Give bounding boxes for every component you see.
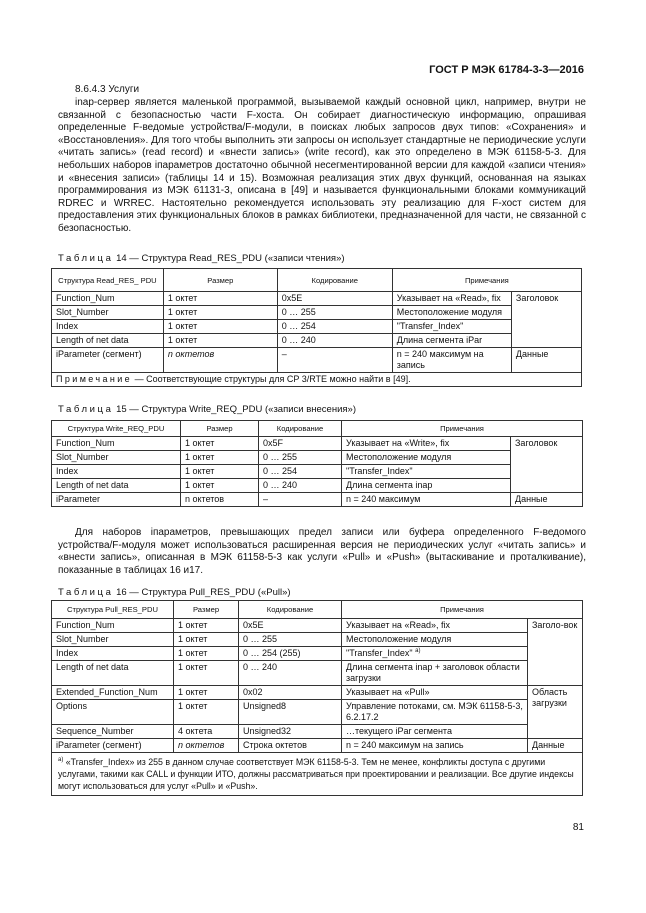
table15-caption (58, 404, 356, 415)
col-header-size: Размер (174, 601, 239, 619)
cell: Function_Num (52, 619, 174, 633)
table-row (52, 647, 583, 661)
middle-paragraph (58, 527, 586, 577)
cell: Unsigned8 (239, 700, 342, 725)
page-number: 81 (572, 822, 584, 833)
cell: 0x5F (259, 437, 342, 451)
table-row (52, 292, 582, 306)
table-row (52, 465, 583, 479)
table-row (52, 686, 583, 700)
table-row (52, 493, 583, 507)
cell: Длина сегмента inap (342, 479, 511, 493)
cell: Длина сегмента iPar (392, 334, 511, 348)
cell: 0 … 255 (239, 633, 342, 647)
cell: 1 октет (163, 292, 277, 306)
cell: Управление потоками, см. МЭК 61158-5-3, 6.2.17.2 (342, 700, 528, 725)
table-row (52, 619, 583, 633)
table15-caption-text: 15 — Структура Write_REQ_PDU («записи внесения») (116, 404, 356, 415)
cell: "Transfer_Index" (392, 320, 511, 334)
table-row (52, 739, 583, 753)
cell: Function_Num (52, 292, 164, 306)
intro-paragraph (58, 97, 586, 236)
cell: 0 … 240 (239, 661, 342, 686)
cell: Указывает на «Pull» (342, 686, 528, 700)
cell: Extended_Function_Num (52, 686, 174, 700)
table-row (52, 479, 583, 493)
cell: Slot_Number (52, 306, 164, 320)
cell: n = 240 максимум на запись (392, 348, 511, 373)
group-header-cell: Заголо-вок (528, 619, 583, 686)
group-header-cell: Заголовок (511, 437, 583, 493)
middle-paragraph-text: Для наборов iпараметров, превышающих предел записи или буфера определенного F-ведомого устройства/F-модуля может использоваться расширенная версия не периодических услуг «читать запись» и «внести запись», описанная в МЭК 61158-5-3 как услуги «Pull» и «Push» (вытаскивание и проталкивание), показанные в таблицах 16 и17. (58, 527, 586, 576)
table-row (52, 725, 583, 739)
col-header-notes: Примечания (342, 421, 583, 437)
cell: 0x5E (239, 619, 342, 633)
cell: n = 240 максимум на запись (342, 739, 528, 753)
cell: 0 … 240 (277, 334, 392, 348)
cell: Index (52, 320, 164, 334)
group-data-cell: Данные (528, 739, 583, 753)
cell: 1 октет (174, 686, 239, 700)
cell: 1 октет (174, 647, 239, 661)
cell: 0 … 254 (255) (239, 647, 342, 661)
footnote-mark: a) (58, 757, 64, 764)
cell: Местоположение модуля (342, 451, 511, 465)
cell: – (277, 348, 392, 373)
cell: iParameter (сегмент) (52, 348, 164, 373)
table-row (52, 451, 583, 465)
cell: 1 октет (163, 334, 277, 348)
table-row (52, 348, 582, 373)
cell: n октетов (181, 493, 259, 507)
cell: Строка октетов (239, 739, 342, 753)
group-data-cell: Данные (511, 493, 583, 507)
cell: 0x5E (277, 292, 392, 306)
cell: – (259, 493, 342, 507)
col-header-structure: Структура Read_RES_ PDU (52, 269, 164, 292)
table-note (52, 373, 582, 387)
col-header-encoding: Кодирование (239, 601, 342, 619)
cell: 0 … 254 (277, 320, 392, 334)
table14-caption-text: 14 — Структура Read_RES_PDU («записи чтения») (116, 253, 345, 264)
table-header-row (52, 601, 583, 619)
cell: Length of net data (52, 334, 164, 348)
col-header-structure: Структура Write_REQ_PDU (52, 421, 181, 437)
cell: 1 октет (181, 479, 259, 493)
cell: Sequence_Number (52, 725, 174, 739)
group-upload-cell: Область загрузки (528, 686, 583, 739)
cell: iParameter (сегмент) (52, 739, 174, 753)
group-header-cell: Заголовок (511, 292, 581, 348)
table-row (52, 437, 583, 451)
cell: 1 октет (181, 451, 259, 465)
col-header-encoding: Кодирование (259, 421, 342, 437)
table-row (52, 334, 582, 348)
cell: 0x02 (239, 686, 342, 700)
cell: n октетов (174, 739, 239, 753)
cell: Указывает на «Write», fix (342, 437, 511, 451)
cell: Местоположение модуля (342, 633, 528, 647)
table-row (52, 661, 583, 686)
cell: Unsigned32 (239, 725, 342, 739)
col-header-structure: Структура Pull_RES_PDU (52, 601, 174, 619)
cell: 0 … 255 (259, 451, 342, 465)
footnote-ref: a) (415, 648, 421, 654)
cell: 1 октет (181, 465, 259, 479)
note-text: — Соответствующие структуры для CP 3/RTE можно найти в [49]. (132, 374, 411, 384)
cell: Местоположение модуля (392, 306, 511, 320)
cell: 1 октет (163, 306, 277, 320)
table-footnote (52, 753, 583, 796)
table16-caption-word: Таблица (58, 587, 114, 598)
cell: Slot_Number (52, 633, 174, 647)
table-note-row (52, 373, 582, 387)
table16-caption (58, 587, 291, 598)
table15-caption-word: Таблица (58, 404, 114, 415)
table-row (52, 306, 582, 320)
table-header-row (52, 421, 583, 437)
cell: 0 … 254 (259, 465, 342, 479)
table16 (51, 600, 583, 796)
cell: Указывает на «Read», fix (342, 619, 528, 633)
cell: Options (52, 700, 174, 725)
cell: iParameter (52, 493, 181, 507)
col-header-notes: Примечания (392, 269, 581, 292)
table14-caption (58, 253, 345, 264)
cell: 1 октет (163, 320, 277, 334)
note-word: Примечание (56, 374, 133, 384)
table14-caption-word: Таблица (58, 253, 114, 264)
cell-text: "Transfer_Index" (346, 648, 413, 658)
cell: n = 240 максимум (342, 493, 511, 507)
footnote-text: «Transfer_Index» из 255 в данном случае соответствует МЭК 61158-5-3. Тем не менее, конфликты доступа с другими услугами, такими как CALL и функции ИТО, должны рассматриваться при проектировании и реализации. Все другие индексы могут использоваться для услуг «Pull» и «Push». (58, 757, 574, 791)
table16-caption-text: 16 — Структура Pull_RES_PDU («Pull») (116, 587, 291, 598)
cell: n октетов (163, 348, 277, 373)
table-row (52, 320, 582, 334)
cell: Указывает на «Read», fix (392, 292, 511, 306)
cell: 0 … 255 (277, 306, 392, 320)
cell: 1 октет (174, 633, 239, 647)
group-data-cell: Данные (511, 348, 581, 373)
cell: "Transfer_Index" (342, 465, 511, 479)
cell: Length of net data (52, 661, 174, 686)
cell: 1 октет (181, 437, 259, 451)
table15 (51, 420, 583, 507)
table-row (52, 633, 583, 647)
table14 (51, 268, 582, 387)
col-header-encoding: Кодирование (277, 269, 392, 292)
cell (342, 647, 528, 661)
col-header-notes: Примечания (342, 601, 583, 619)
cell: Index (52, 465, 181, 479)
cell: 1 октет (174, 619, 239, 633)
cell: Function_Num (52, 437, 181, 451)
cell: 0 … 240 (259, 479, 342, 493)
table-header-row (52, 269, 582, 292)
cell: 1 октет (174, 661, 239, 686)
col-header-size: Размер (163, 269, 277, 292)
section-title: 8.6.4.3 Услуги (75, 84, 140, 95)
intro-paragraph-text: inap-сервер является маленькой программой, вызываемой каждый основной цикл, например, внутри не связанной с безопасностью части F-хоста. Он собирает диагностическую информацию, опрашивая определенные F-ведомые устройства/F-модули, в поисках любых запросов двух типов: «Сохранения» и «Восстановления». Для того чтобы выполнить эти запросы он использует стандартные не периодические услуги «читать запись» (read record) и «внести запись» (write record), как это определено в МЭК 61158-5-3. Для небольших наборов iпараметров достаточно обычной несегментированной версии для каждой «записи чтения» и «внесения записи» (таблицы 14 и 15). Возможная реализация этих двух функций, основанная на языках программирования из МЭК 61131-3, описана в [49] и называется функциональными блоками коммуникаций RDREC и WRREC. Настоятельно рекомендуется использовать эту реализацию для F-хост систем для предоставления этих функциональных блоков в рамках библиотеки, предназначенной для части, не связанной с безопасностью. (58, 97, 586, 234)
cell: …текущего iPar сегмента (342, 725, 528, 739)
standard-header: ГОСТ Р МЭК 61784-3-3—2016 (429, 64, 584, 76)
cell: Slot_Number (52, 451, 181, 465)
cell: 4 октета (174, 725, 239, 739)
cell: Index (52, 647, 174, 661)
table-footnote-row (52, 753, 583, 796)
col-header-size: Размер (181, 421, 259, 437)
cell: Length of net data (52, 479, 181, 493)
table-row (52, 700, 583, 725)
cell: 1 октет (174, 700, 239, 725)
cell: Длина сегмента inap + заголовок области загрузки (342, 661, 528, 686)
